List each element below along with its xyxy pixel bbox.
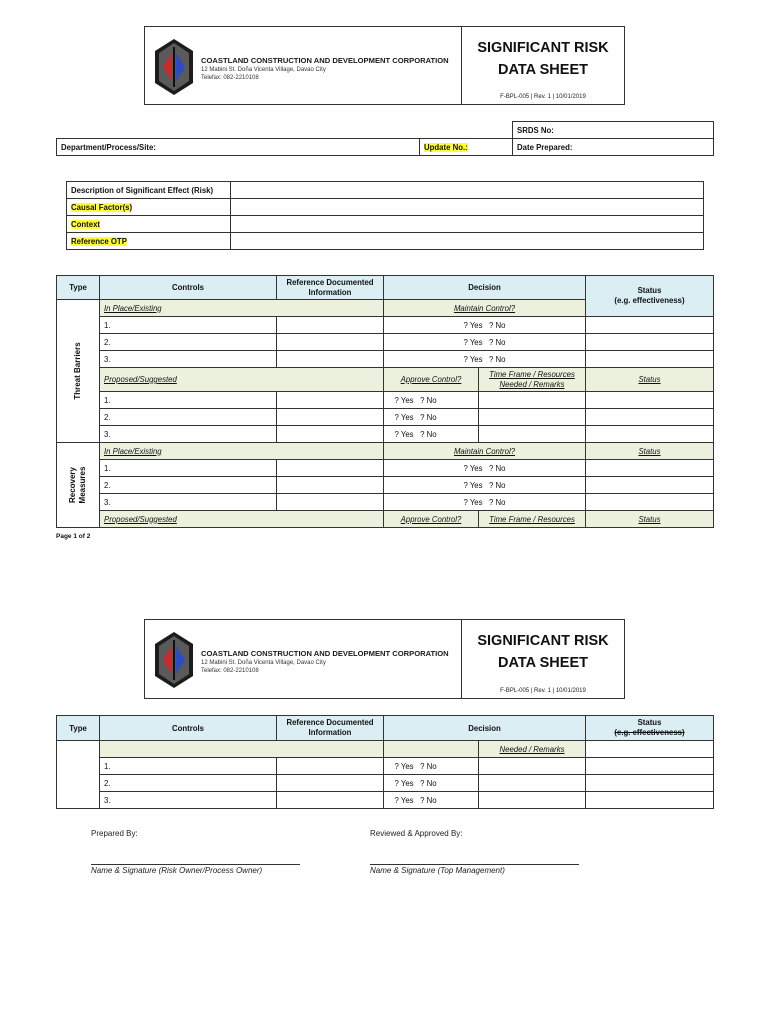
reference-input[interactable]: [277, 392, 384, 409]
reference-input[interactable]: [277, 334, 384, 351]
approve-choice[interactable]: [384, 758, 479, 775]
col-decision: Decision: [384, 716, 586, 741]
status-input[interactable]: [586, 351, 714, 368]
yes-option[interactable]: ? Yes: [463, 337, 483, 347]
reference-input[interactable]: [277, 477, 384, 494]
control-input[interactable]: 2.: [100, 334, 277, 351]
reference-input[interactable]: [277, 758, 384, 775]
subheader-blank: [100, 741, 384, 758]
col-controls: Controls: [100, 716, 277, 741]
context-value[interactable]: [231, 216, 704, 233]
srds-no-field[interactable]: SRDS No:: [513, 122, 714, 139]
status-input[interactable]: [586, 775, 714, 792]
time-frame-input[interactable]: [479, 792, 586, 809]
company-block: [145, 620, 462, 698]
proposed-label: Proposed/Suggested: [104, 514, 177, 524]
col-status-line1: Status: [637, 286, 662, 295]
table-row: [57, 494, 714, 511]
col-reference-line1: Reference Documented: [286, 718, 374, 727]
table-row: [57, 409, 714, 426]
maintain-control-label: Maintain Control?: [453, 446, 516, 456]
prepared-caption: Name & Signature (Risk Owner/Process Owner): [91, 866, 263, 875]
context-label: Context: [71, 219, 101, 229]
title-block: [462, 27, 624, 104]
status-input[interactable]: [586, 409, 714, 426]
no-option[interactable]: ? No: [489, 497, 506, 507]
company-phone: Telefax: 082-2210108: [201, 75, 259, 81]
status-subheader: Status: [638, 446, 661, 456]
company-phone: Telefax: 082-2210108: [201, 668, 259, 674]
col-reference-line1: Reference Documented: [286, 277, 374, 287]
yes-option[interactable]: ? Yes: [394, 778, 414, 788]
maintain-choice[interactable]: [384, 317, 586, 334]
status-input[interactable]: [586, 426, 714, 443]
company-name: COASTLAND CONSTRUCTION AND DEVELOPMENT CORPORATION: [201, 56, 449, 65]
info-table: [56, 121, 714, 156]
no-option[interactable]: ? No: [489, 354, 506, 364]
control-input[interactable]: 3.: [100, 351, 277, 368]
control-input[interactable]: 1.: [100, 317, 277, 334]
col-status: [586, 716, 714, 741]
reference-input[interactable]: [277, 317, 384, 334]
reference-input[interactable]: [277, 351, 384, 368]
table-row: [57, 460, 714, 477]
status-input[interactable]: [586, 317, 714, 334]
update-no-label: Update No.:: [424, 142, 468, 152]
no-option[interactable]: ? No: [489, 480, 506, 490]
status-input[interactable]: [586, 460, 714, 477]
no-option[interactable]: ? No: [489, 337, 506, 347]
recovery-measures-cell: [57, 443, 100, 528]
control-input[interactable]: 1.: [100, 460, 277, 477]
proposed-label: Proposed/Suggested: [104, 375, 177, 384]
recovery-measures-label: [68, 467, 88, 504]
table-row: [57, 392, 714, 409]
yes-option[interactable]: ? Yes: [463, 497, 483, 507]
recovery-line1: Recovery: [68, 466, 77, 504]
table-row: [57, 477, 714, 494]
reviewed-caption: Name & Signature (Top Management): [370, 866, 505, 875]
status-blank: [586, 741, 714, 758]
reference-input[interactable]: [277, 426, 384, 443]
doc-title-line2: DATA SHEET: [498, 62, 588, 78]
col-reference-line2: Information: [308, 728, 352, 737]
yes-option[interactable]: ? Yes: [394, 429, 414, 439]
col-status-line2: (e.g. effectiveness): [614, 296, 685, 305]
no-option[interactable]: ? No: [420, 761, 437, 771]
description-value[interactable]: [231, 182, 704, 199]
yes-option[interactable]: ? Yes: [463, 463, 483, 473]
no-option[interactable]: ? No: [489, 320, 506, 330]
time-frame-line1: Time Frame / Resources: [489, 369, 575, 379]
recovery-line2: Measures: [78, 466, 87, 504]
risk-table-page1: [56, 275, 714, 528]
no-option[interactable]: ? No: [489, 463, 506, 473]
reference-input[interactable]: [277, 792, 384, 809]
approve-choice[interactable]: [384, 426, 479, 443]
yes-option[interactable]: ? Yes: [463, 320, 483, 330]
col-reference: [277, 716, 384, 741]
time-frame-line2: Needed / Remarks: [499, 379, 565, 389]
status-input[interactable]: [586, 334, 714, 351]
control-input[interactable]: 2.: [100, 477, 277, 494]
approve-control-label: Approve Control?: [400, 514, 462, 524]
reviewed-by-label: Reviewed & Approved By:: [370, 829, 463, 838]
approve-choice[interactable]: [384, 392, 479, 409]
doc-revision: F-BPL-005 | Rev. 1 | 10/01/2019: [500, 688, 586, 694]
reference-input[interactable]: [277, 775, 384, 792]
company-address: 12 Mabini St. Doña Vicenta Village, Davao City: [201, 660, 326, 666]
company-logo-icon: [155, 39, 193, 95]
status-input[interactable]: [586, 758, 714, 775]
yes-option[interactable]: ? Yes: [394, 761, 414, 771]
date-prepared-field[interactable]: Date Prepared:: [513, 139, 714, 156]
approve-choice[interactable]: [384, 775, 479, 792]
control-input[interactable]: 2.: [100, 409, 277, 426]
control-input[interactable]: 3.: [100, 494, 277, 511]
reference-otp-label: Reference OTP: [71, 236, 127, 246]
maintain-choice[interactable]: [384, 334, 586, 351]
type-cell: [57, 741, 100, 809]
reference-input[interactable]: [277, 409, 384, 426]
no-option[interactable]: ? No: [420, 795, 437, 805]
no-option[interactable]: ? No: [420, 395, 437, 405]
table-row: [57, 351, 714, 368]
doc-title-line1: SIGNIFICANT RISK: [477, 40, 609, 56]
page1-header: [144, 26, 625, 105]
yes-option[interactable]: ? Yes: [463, 480, 483, 490]
table-row: [57, 317, 714, 334]
yes-option[interactable]: ? Yes: [394, 795, 414, 805]
company-name: COASTLAND CONSTRUCTION AND DEVELOPMENT CORPORATION: [201, 649, 449, 658]
reference-input[interactable]: [277, 494, 384, 511]
description-table: [66, 181, 704, 250]
doc-title-line1: SIGNIFICANT RISK: [477, 633, 609, 649]
col-type: Type: [57, 276, 100, 300]
threat-barriers-cell: [57, 300, 100, 443]
time-frame-input[interactable]: [479, 426, 586, 443]
page-number: Page 1 of 2: [56, 533, 91, 540]
control-input[interactable]: 3.: [100, 426, 277, 443]
table-row: [57, 334, 714, 351]
subheader-blank: [384, 741, 479, 758]
maintain-choice[interactable]: [384, 460, 586, 477]
table-row: [57, 792, 714, 809]
prepared-by-label: Prepared By:: [91, 829, 138, 838]
status-input[interactable]: [586, 494, 714, 511]
yes-option[interactable]: ? Yes: [394, 412, 414, 422]
time-frame-input[interactable]: [479, 392, 586, 409]
causal-factor-label: Causal Factor(s): [71, 202, 133, 212]
approve-choice[interactable]: [384, 409, 479, 426]
control-input[interactable]: 1.: [100, 758, 277, 775]
no-option[interactable]: ? No: [420, 429, 437, 439]
maintain-control-label: Maintain Control?: [453, 303, 516, 313]
col-controls: Controls: [100, 276, 277, 300]
company-logo-icon: [155, 632, 193, 688]
table-row: [57, 426, 714, 443]
time-frame-input[interactable]: [479, 758, 586, 775]
threat-barriers-label: Threat Barriers: [73, 342, 82, 400]
maintain-choice[interactable]: [384, 494, 586, 511]
yes-option[interactable]: ? Yes: [394, 395, 414, 405]
approve-control-label: Approve Control?: [400, 375, 462, 384]
risk-table-page2: [56, 715, 714, 809]
approve-choice[interactable]: [384, 792, 479, 809]
yes-option[interactable]: ? Yes: [463, 354, 483, 364]
doc-title-line2: DATA SHEET: [498, 655, 588, 671]
time-frame-input[interactable]: [479, 775, 586, 792]
col-status: [586, 276, 714, 317]
company-block: [145, 27, 462, 104]
prepared-signature-line[interactable]: [91, 864, 300, 865]
department-field[interactable]: Department/Process/Site:: [57, 139, 420, 156]
no-option[interactable]: ? No: [420, 412, 437, 422]
status-subheader: Status: [638, 375, 661, 384]
time-frame-label: Time Frame / Resources: [489, 514, 575, 524]
col-type: Type: [57, 716, 100, 741]
company-address: 12 Mabini St. Doña Vicenta Village, Davao City: [201, 67, 326, 73]
table-row: [57, 758, 714, 775]
status-input[interactable]: [586, 792, 714, 809]
reference-otp-value[interactable]: [231, 233, 704, 250]
status-input[interactable]: [586, 392, 714, 409]
doc-revision: F-BPL-005 | Rev. 1 | 10/01/2019: [500, 94, 586, 100]
col-status-line1: Status: [637, 718, 662, 727]
table-row: [57, 775, 714, 792]
status-input[interactable]: [586, 477, 714, 494]
col-reference: [277, 276, 384, 300]
description-label: Description of Significant Effect (Risk): [67, 182, 231, 199]
time-frame-input[interactable]: [479, 409, 586, 426]
col-reference-line2: Information: [308, 287, 352, 297]
reviewed-signature-line[interactable]: [370, 864, 579, 865]
reference-input[interactable]: [277, 460, 384, 477]
status-subheader: Status: [638, 514, 661, 524]
update-no-field[interactable]: [420, 139, 513, 156]
needed-remarks-label: Needed / Remarks: [499, 744, 565, 754]
in-place-label: In Place/Existing: [104, 303, 162, 313]
control-input[interactable]: 1.: [100, 392, 277, 409]
maintain-choice[interactable]: [384, 351, 586, 368]
no-option[interactable]: ? No: [420, 778, 437, 788]
page2-header: [144, 619, 625, 699]
col-status-line2: (e.g. effectiveness): [614, 728, 685, 737]
col-decision: Decision: [384, 276, 586, 300]
in-place-label: In Place/Existing: [104, 446, 162, 456]
maintain-choice[interactable]: [384, 477, 586, 494]
control-input[interactable]: 3.: [100, 792, 277, 809]
control-input[interactable]: 2.: [100, 775, 277, 792]
causal-factor-value[interactable]: [231, 199, 704, 216]
title-block: [462, 620, 624, 698]
